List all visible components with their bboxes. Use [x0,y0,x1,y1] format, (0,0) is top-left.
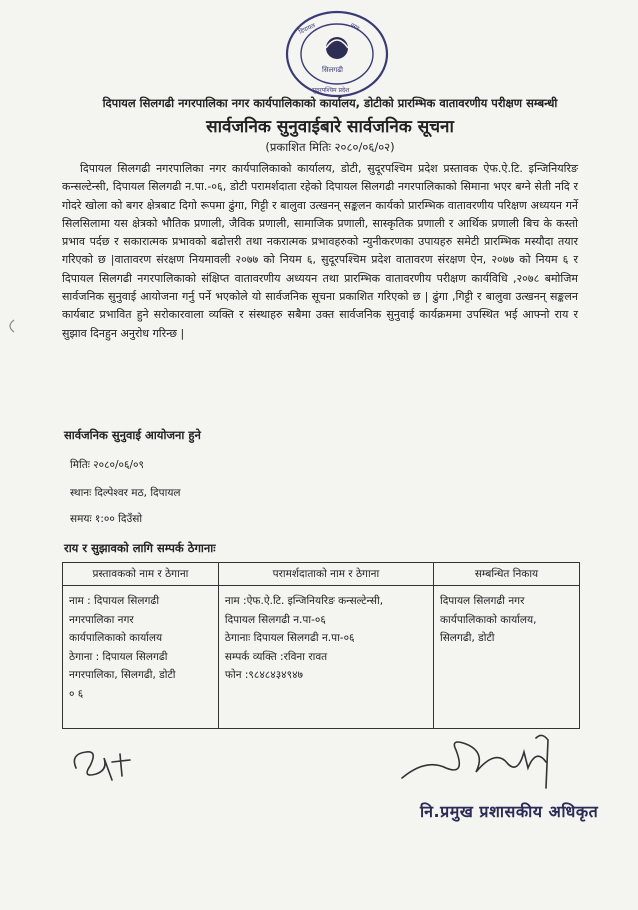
svg-text:नगर: नगर [349,21,361,33]
column-header-consultant: परामर्शदाताको नाम र ठेगाना [218,563,433,586]
left-signature-icon [68,740,138,788]
proposer-line: कार्यपालिकाको कार्यालय [69,632,163,644]
authority-line: सिलगढी, डोटी [439,632,495,644]
proposer-line: नगरपालिका नगर [69,613,134,626]
proposer-line: नगरपालिका, सिलगढी, डोटी [69,669,176,681]
officer-stamp: नि.प्रमुख प्रशासकीय अधिकृत [420,802,599,821]
table-header-row [63,563,580,586]
intro-line: दिपायल सिलगढी नगरपालिका नगर कार्यपालिकाको कार्यालय, डोटीको प्रारम्भिक वातावरणीय परीक्षण सम्बन्धी [102,96,558,110]
authority-line: कार्यपालिकाको कार्यालय, [439,613,537,626]
contact-title: राय र सुझावको लागि सम्पर्क ठेगानाः [64,541,216,555]
notice-body: दिपायल सिलगढी नगरपालिका नगर कार्यपालिकाको कार्यालय, डोटी, सुदूरपश्चिम प्रदेश प्रस्तावक ऐफ.ऐ.टि. इन्जिनियरिङ कन्सल्टेन्सी, दिपायल सिलगढी न.पा.-०६, डोटी परामर्शदाता रहेको दिपायल सिलगढी नगरपालिकाको सिमाना भएर बग्ने सेती नदि र गोदरे खोला को बगर क्षेत्रबाट दिगो रूपमा ढुंगा, गिट्टी र बालुवा उत्खनन् सङ्कलन कार्यको प्रारम्भिक वातावरणीय परिक्षण अध्ययन गर्ने सिलसिलामा यस क्षेत्रको भौतिक प्रणाली, जैविक प्रणाली, सामाजिक प्रणाली, सास्कृतिक प्रणाली र आर्थिक प्रणाली बिच के कस्तो प्रभाव पर्दछ र सकारात्मक प्रभावको बढोत्तरी तथा नकरात्मक प्रभावहरुको न्युनीकरणका उपायहरु समेटी प्रारम्भिक मस्यौदा तयार गरिएको छ |वातावरण संरक्षण नियमावली २०७७ को नियम ६, सुदूरपश्चिम प्रदेश वातावरण संरक्षण ऐन, २०७७ को नियम ६ र दिपायल सिलगढी नगरपालिकाको संक्षिप्त वातावरणीय अध्ययन तथा प्रारम्भिक वातावरणीय परीक्षण कार्यविधि ,२०७८ बमोजिम सार्वजनिक सुनुवाई आयोजना गर्नु पर्ने भएकोले यो सार्वजनिक सूचना प्रकाशित गरिएको छ | ढुंगा ,गिट्टी र बालुवा उत्खनन् सङ्कलन कार्यबाट प्रभावित हुने सरोकारवाला व्यक्ति र संस्थाहरु सबैमा उक्त सार्वजनिक सुनुवाई कार्यक्रममा उपस्थित भई आफ्नो राय र सुझाव दिनहुन अनुरोध गरिन्छ | [62,162,578,340]
consultant-line: सम्पर्क व्यक्ति :रविना रावत [224,650,328,663]
right-signature-icon [396,728,566,798]
authority-cell [433,586,579,729]
hearing-time: समयः १:०० दिउँसो [70,513,143,525]
proposer-line: नाम : दिपायल सिलगढी [69,595,160,607]
hearing-date: मितिः २०८०/०६/०९ [70,459,144,471]
consultant-line: नाम :ऐफ.ऐ.टि. इन्जिनियरिङ कन्सल्टेन्सी, [224,595,384,607]
consultant-line: दिपायल सिलगढी न.पा-०६ [224,613,326,626]
proposer-line: ० ६ [69,687,84,700]
table-row [63,586,580,729]
svg-text:सिलगढी: सिलगढी [322,66,343,74]
consultant-line: फोन :९८४८४३४९४७ [224,669,303,681]
column-header-proposer: प्रस्तावकको नाम र ठेगाना [63,563,219,586]
hearing-place: स्थानः दिल्पेश्वर मठ, दिपायल [70,487,181,499]
proposer-cell [63,586,219,729]
consultant-line: ठेगानाः दिपायल सिलगढी न.पा-०६ [224,632,355,644]
published-date: (प्रकाशित मितिः २०८०/०६/०२) [265,140,395,154]
consultant-cell [218,586,433,729]
proposer-line: ठेगाना : दिपायल सिलगढी [69,650,168,663]
authority-line: दिपायल सिलगढी नगर [439,595,525,607]
svg-text:सुदूरपश्चिम प्रदेश: सुदूरपश्चिम प्रदेश [312,87,350,94]
svg-text:दिपायल: दिपायल [297,22,317,36]
municipality-seal-icon [282,8,392,100]
margin-mark-icon [4,318,16,334]
hearing-section-title: सार्वजनिक सुनुवाई आयोजना हुने [64,428,201,442]
contact-table [62,562,580,729]
column-header-authority: सम्बन्धित निकाय [433,563,579,586]
notice-title: सार्वजनिक सुनुवाईबारे सार्वजनिक सूचना [206,117,454,137]
